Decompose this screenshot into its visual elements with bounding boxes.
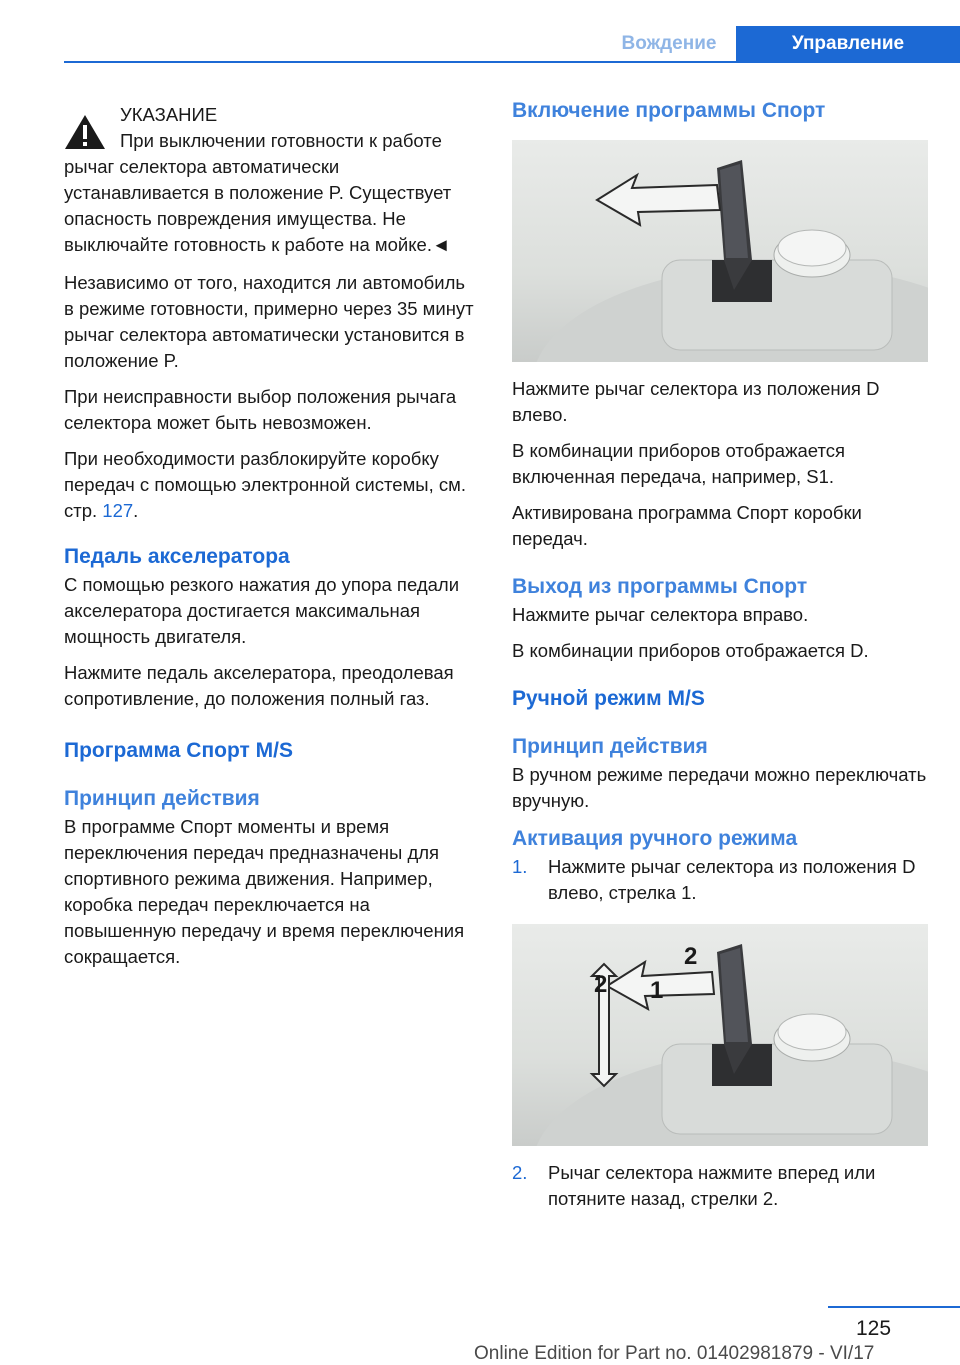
subheading-enable-sport: Включение программы Спорт — [512, 99, 826, 122]
warning-text-first: При выключении готовности к работе — [120, 130, 442, 151]
page-number: 125 — [856, 1317, 892, 1340]
arrow-label: 2 — [594, 971, 608, 998]
section-heading-manual: Ручной режим M/S — [512, 687, 705, 710]
step-number: 1. — [512, 856, 528, 877]
subheading-principle: Принцип действия — [64, 787, 260, 810]
warning-icon — [64, 114, 106, 150]
paragraph-end: . — [133, 500, 139, 521]
step-text: Рычаг селектора нажмите вперед или потяните назад, стрелки 2. — [548, 1162, 876, 1209]
gear-selector-arrows-illustration — [512, 924, 928, 1146]
step-item — [512, 1160, 928, 1212]
header-tab-driving[interactable]: Вождение — [604, 26, 734, 62]
section-heading-sport: Программа Спорт M/S — [64, 739, 293, 762]
step-text: Нажмите рычаг селектора из положения D влево, стрелка 1. — [548, 856, 916, 903]
footer-rule — [828, 1306, 960, 1308]
arrow-label: 1 — [650, 977, 664, 1004]
step-number: 2. — [512, 1162, 528, 1183]
page-link[interactable]: 127 — [102, 500, 134, 521]
edition-note: Online Edition for Part no. 01402981879 - VI/17 — [474, 1343, 875, 1364]
left-column — [64, 96, 478, 980]
gear-selector-arrows-photo — [512, 924, 928, 1146]
paragraph: В ручном режиме передачи можно переключать вручную. — [512, 764, 927, 811]
paragraph: Независимо от того, находится ли автомобиль в режиме готовности, примерно через 35 минут рычаг селектора автоматически установится в положение P. — [64, 272, 474, 371]
header-rule — [64, 61, 960, 63]
arrow-label: 2 — [684, 943, 698, 970]
paragraph: Нажмите педаль акселератора, преодолевая сопротивление, до положения полный газ. — [64, 662, 454, 709]
paragraph-text: При необходимости разблокируйте коробку передач с помощью электронной системы, см. стр. — [64, 448, 466, 521]
paragraph: Активирована программа Спорт коробки передач. — [512, 502, 862, 549]
subheading-activate-manual: Активация ручного режима — [512, 827, 798, 850]
paragraph: С помощью резкого нажатия до упора педали акселератора достигается максимальная мощность двигателя. — [64, 574, 460, 647]
paragraph: При неисправности выбор положения рычага селектора может быть невозможен. — [64, 386, 457, 433]
header-tab-controls[interactable]: Управление — [736, 26, 960, 62]
section-heading-pedal: Педаль акселератора — [64, 545, 290, 568]
paragraph: Нажмите рычаг селектора вправо. — [512, 604, 809, 625]
paragraph: В программе Спорт моменты и время переключения передач предназначены для спортивного режима движения. Например, коробка передач переключается на повышенную передачу и время переключения сокращается. — [64, 816, 465, 967]
gear-selector-photo — [512, 140, 928, 362]
paragraph: Нажмите рычаг селектора из положения D влево. — [512, 378, 880, 425]
gear-selector-illustration — [512, 140, 928, 362]
right-column — [512, 96, 928, 1222]
warning-title: УКАЗАНИЕ — [120, 104, 218, 125]
paragraph: В комбинации приборов отображается D. — [512, 640, 869, 661]
warning-text: рычаг селектора автоматически устанавливается в положение P. Существует опасность повреждения имущества. Не выключайте готовность к работе на мойке.◄ — [64, 156, 452, 255]
step-item — [512, 854, 928, 906]
paragraph: В комбинации приборов отображается включенная передача, например, S1. — [512, 440, 845, 487]
warning-block — [64, 102, 478, 258]
paragraph-with-link — [64, 446, 478, 524]
subheading-exit-sport: Выход из программы Спорт — [512, 575, 808, 598]
subheading-principle: Принцип действия — [512, 735, 708, 758]
